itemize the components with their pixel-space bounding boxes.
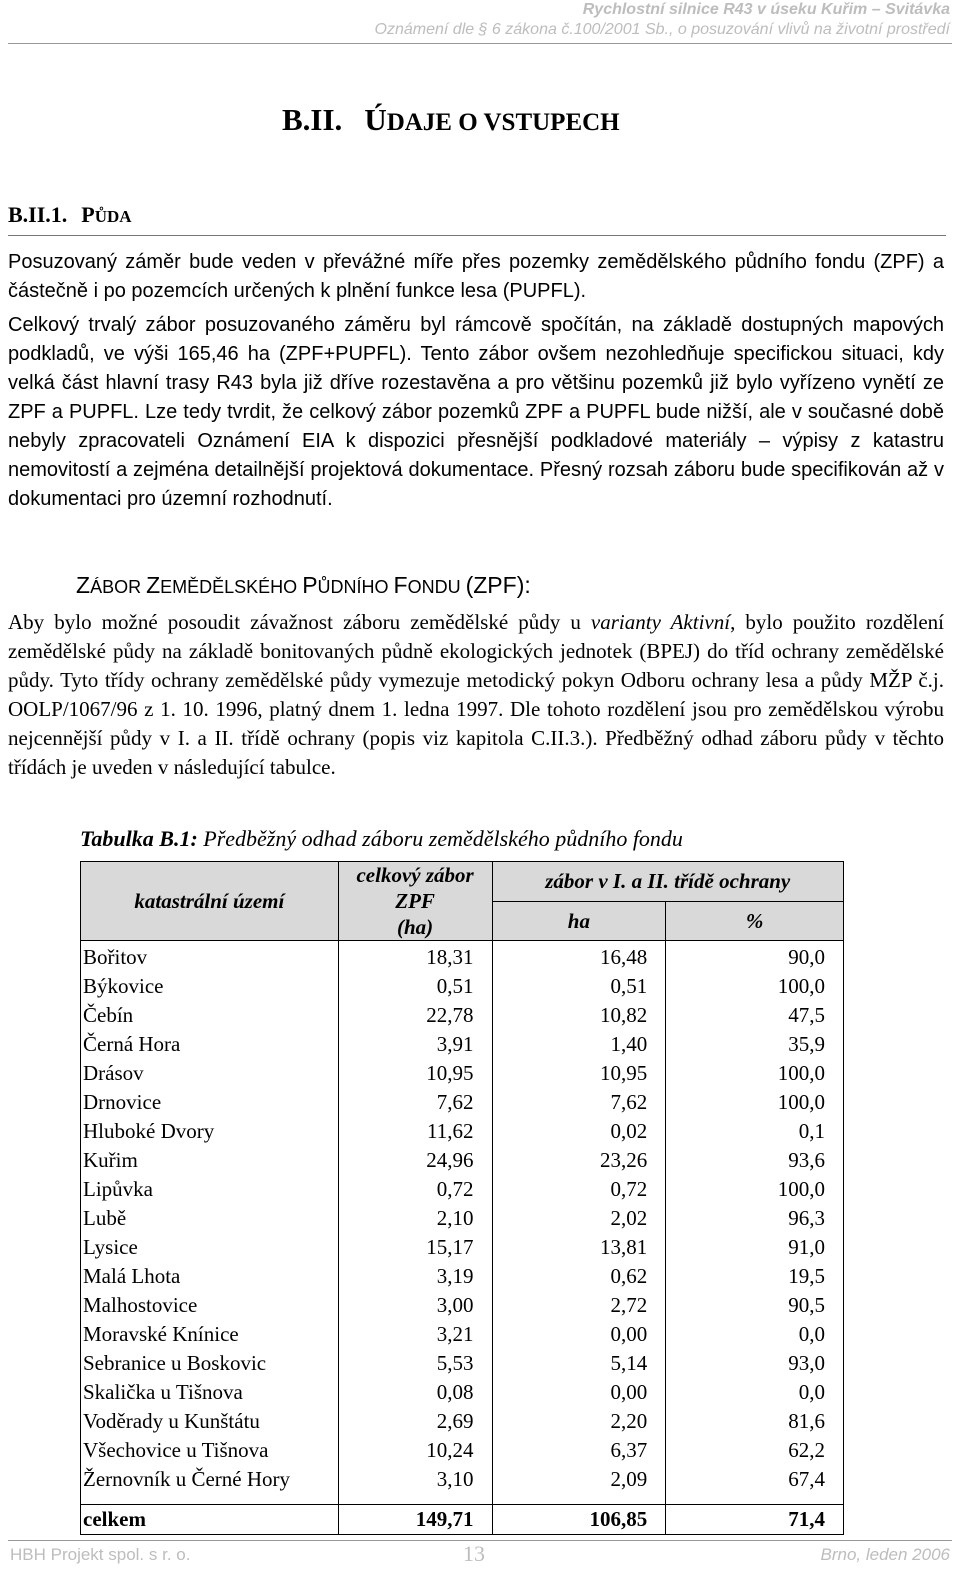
cell-total-ha: 0,08	[338, 1378, 492, 1407]
footer-date: Brno, leden 2006	[820, 1545, 950, 1564]
cell-class-ha: 0,02	[492, 1117, 666, 1146]
paragraph-total-take: Celkový trvalý zábor posuzovaného záměru byl rámcově spočítán, na základě dostupných mapových podkladů, ve výši 165,46 ha (ZPF+PUPFL). Tento zábor ovšem nezohledňuje specifickou situaci, kdy velká část hlavní trasy R43 byla již dříve rozestavěna a pro většinu pozemků již bylo vyřízeno vynětí ze ZPF a PUPFL. Lze tedy tvrdit, že celkový zábor pozemků ZPF a PUPFL bude nižší, ale v současné době nebyly zpracovateli Oznámení EIA k dispozici přesnější podkladové materiály – výpisy z katastru nemovitostí a zejména detailnější projektová dokumentace. Přesný rozsah záboru bude specifikován až v dokumentaci pro územní rozhodnutí.	[8, 314, 944, 510]
cell-class-ha: 6,37	[492, 1436, 666, 1465]
cell-class-percent: 91,0	[666, 1233, 844, 1262]
table-row	[81, 1349, 844, 1378]
cell-area: Skalička u Tišnova	[81, 1378, 339, 1407]
subheading-zpf: ZÁBOR ZEMĚDĚLSKÉHO PŮDNÍHO FONDU (ZPF):	[76, 572, 531, 598]
cell-total-ha: 22,78	[338, 1001, 492, 1030]
cell-area: Malá Lhota	[81, 1262, 339, 1291]
cell-class-percent: 67,4	[666, 1465, 844, 1494]
cell-area: Čebín	[81, 1001, 339, 1030]
cell-class-percent: 100,0	[666, 1088, 844, 1117]
zpf-table	[80, 861, 844, 1535]
cell-class-percent: 93,0	[666, 1349, 844, 1378]
cell-total-ha: 0,51	[338, 972, 492, 1001]
cell-class-ha: 2,09	[492, 1465, 666, 1494]
footer-page-number: 13	[463, 1541, 485, 1566]
cell-area: Kuřim	[81, 1146, 339, 1175]
cell-total-ha: 10,24	[338, 1436, 492, 1465]
cell-total-ha: 3,10	[338, 1465, 492, 1494]
table-row	[81, 1059, 844, 1088]
cell-class-percent: 90,0	[666, 941, 844, 973]
cell-area: Všechovice u Tišnova	[81, 1436, 339, 1465]
cell-area: Býkovice	[81, 972, 339, 1001]
table-row	[81, 1001, 844, 1030]
header-total-take: celkový zábor ZPF (ha)	[338, 862, 492, 941]
paragraph-bpej: Aby bylo možné posoudit závažnost záboru zemědělské půdy u varianty Aktivní, bylo použito rozdělení zemědělské půdy na základě bonitovaných půdně ekologických jednotek (BPEJ) do tříd ochrany zemědělské půdy. Tyto třídy ochrany zemědělské půdy vymezuje metodický pokyn Odboru ochrany lesa a půdy MŽP č.j. OOLP/1067/96 z 1. 10. 1996, platný dnem 1. ledna 1997. Dle tohoto rozdělení jsou pro zemědělskou výrobu nejcennější půdy v I. a II. třídě ochrany (popis viz kapitola C.II.3.). Předběžný odhad záboru půdy v těchto třídách je uveden v následující tabulce.	[8, 610, 944, 779]
cell-area: Drásov	[81, 1059, 339, 1088]
table-row	[81, 1088, 844, 1117]
total-label: celkem	[81, 1505, 339, 1535]
cell-class-ha: 0,51	[492, 972, 666, 1001]
section-first-letter: P	[81, 202, 95, 227]
table-row	[81, 1436, 844, 1465]
cell-area: Moravské Knínice	[81, 1320, 339, 1349]
cell-class-ha: 13,81	[492, 1233, 666, 1262]
cell-area: Hluboké Dvory	[81, 1117, 339, 1146]
cell-total-ha: 3,19	[338, 1262, 492, 1291]
title-number: B.II.	[282, 102, 343, 137]
table-row	[81, 1146, 844, 1175]
cell-total-ha: 3,91	[338, 1030, 492, 1059]
cell-area: Sebranice u Boskovic	[81, 1349, 339, 1378]
cell-class-ha: 1,40	[492, 1030, 666, 1059]
cell-class-ha: 0,00	[492, 1378, 666, 1407]
cell-class-ha: 0,62	[492, 1262, 666, 1291]
cell-class-ha: 7,62	[492, 1088, 666, 1117]
title-rest: DAJE O VSTUPECH	[386, 109, 620, 136]
cell-class-percent: 47,5	[666, 1001, 844, 1030]
table-row	[81, 1291, 844, 1320]
header-ha: ha	[492, 901, 666, 941]
section-divider	[8, 235, 946, 236]
table-spacer-row	[81, 1494, 844, 1505]
cell-total-ha: 3,21	[338, 1320, 492, 1349]
table-row	[81, 1204, 844, 1233]
cell-class-percent: 100,0	[666, 972, 844, 1001]
table-row	[81, 1320, 844, 1349]
cell-class-ha: 10,95	[492, 1059, 666, 1088]
cell-area: Voděrady u Kunštátu	[81, 1407, 339, 1436]
section-number: B.II.1.	[8, 202, 68, 227]
header-divider	[8, 43, 952, 44]
header-document-subtitle: Oznámení dle § 6 zákona č.100/2001 Sb., o posuzování vlivů na životní prostředí	[374, 21, 950, 38]
cell-class-percent: 0,1	[666, 1117, 844, 1146]
cell-total-ha: 15,17	[338, 1233, 492, 1262]
cell-total-ha: 0,72	[338, 1175, 492, 1204]
table-row	[81, 1465, 844, 1494]
header-project-title: Rychlostní silnice R43 v úseku Kuřim – Svitávka	[582, 1, 950, 18]
cell-area: Lipůvka	[81, 1175, 339, 1204]
total-class-percent: 71,4	[666, 1505, 844, 1535]
cell-class-ha: 23,26	[492, 1146, 666, 1175]
cell-total-ha: 18,31	[338, 941, 492, 973]
total-class-ha: 106,85	[492, 1505, 666, 1535]
table-row	[81, 1233, 844, 1262]
cell-class-ha: 2,20	[492, 1407, 666, 1436]
header-cadastral-area: katastrální území	[81, 862, 339, 941]
cell-area: Bořitov	[81, 941, 339, 973]
cell-class-percent: 62,2	[666, 1436, 844, 1465]
cell-area: Drnovice	[81, 1088, 339, 1117]
cell-area: Lubě	[81, 1204, 339, 1233]
table-row	[81, 1117, 844, 1146]
cell-total-ha: 2,10	[338, 1204, 492, 1233]
cell-class-ha: 10,82	[492, 1001, 666, 1030]
cell-class-percent: 0,0	[666, 1378, 844, 1407]
cell-total-ha: 10,95	[338, 1059, 492, 1088]
section-rest: ŮDA	[94, 207, 132, 226]
cell-class-ha: 16,48	[492, 941, 666, 973]
table-row	[81, 1262, 844, 1291]
total-ha: 149,71	[338, 1505, 492, 1535]
section-heading	[8, 200, 132, 232]
table-row	[81, 941, 844, 973]
table-caption-label: Tabulka B.1:	[80, 826, 198, 851]
table-row	[81, 1378, 844, 1407]
cell-class-percent: 100,0	[666, 1175, 844, 1204]
cell-class-percent: 0,0	[666, 1320, 844, 1349]
cell-class-ha: 0,72	[492, 1175, 666, 1204]
cell-total-ha: 24,96	[338, 1146, 492, 1175]
cell-class-percent: 93,6	[666, 1146, 844, 1175]
cell-class-percent: 100,0	[666, 1059, 844, 1088]
table-row	[81, 1175, 844, 1204]
title-first-letter: Ú	[364, 102, 387, 137]
table-caption	[80, 824, 683, 854]
cell-total-ha: 7,62	[338, 1088, 492, 1117]
header-percent: %	[666, 901, 844, 941]
paragraph-intro: Posuzovaný záměr bude veden v převážné míře přes pozemky zemědělského půdního fondu (ZPF) a částečně i po pozemcích určených k plnění funkce lesa (PUPFL).	[8, 251, 944, 302]
table-total-row	[81, 1505, 844, 1535]
cell-class-percent: 96,3	[666, 1204, 844, 1233]
cell-class-ha: 2,72	[492, 1291, 666, 1320]
page-title	[282, 100, 620, 143]
header-class-take: zábor v I. a II. třídě ochrany	[492, 862, 844, 902]
cell-class-percent: 81,6	[666, 1407, 844, 1436]
cell-area: Černá Hora	[81, 1030, 339, 1059]
cell-area: Žernovník u Černé Hory	[81, 1465, 339, 1494]
table-caption-text: Předběžný odhad záboru zemědělského půdního fondu	[197, 826, 683, 851]
cell-total-ha: 2,69	[338, 1407, 492, 1436]
cell-total-ha: 3,00	[338, 1291, 492, 1320]
cell-class-ha: 0,00	[492, 1320, 666, 1349]
cell-class-ha: 5,14	[492, 1349, 666, 1378]
table-row	[81, 1407, 844, 1436]
cell-area: Malhostovice	[81, 1291, 339, 1320]
cell-class-ha: 2,02	[492, 1204, 666, 1233]
cell-class-percent: 19,5	[666, 1262, 844, 1291]
cell-total-ha: 11,62	[338, 1117, 492, 1146]
cell-class-percent: 90,5	[666, 1291, 844, 1320]
footer-company: HBH Projekt spol. s r. o.	[10, 1545, 191, 1564]
cell-total-ha: 5,53	[338, 1349, 492, 1378]
cell-class-percent: 35,9	[666, 1030, 844, 1059]
table-row	[81, 1030, 844, 1059]
table-row	[81, 972, 844, 1001]
cell-area: Lysice	[81, 1233, 339, 1262]
